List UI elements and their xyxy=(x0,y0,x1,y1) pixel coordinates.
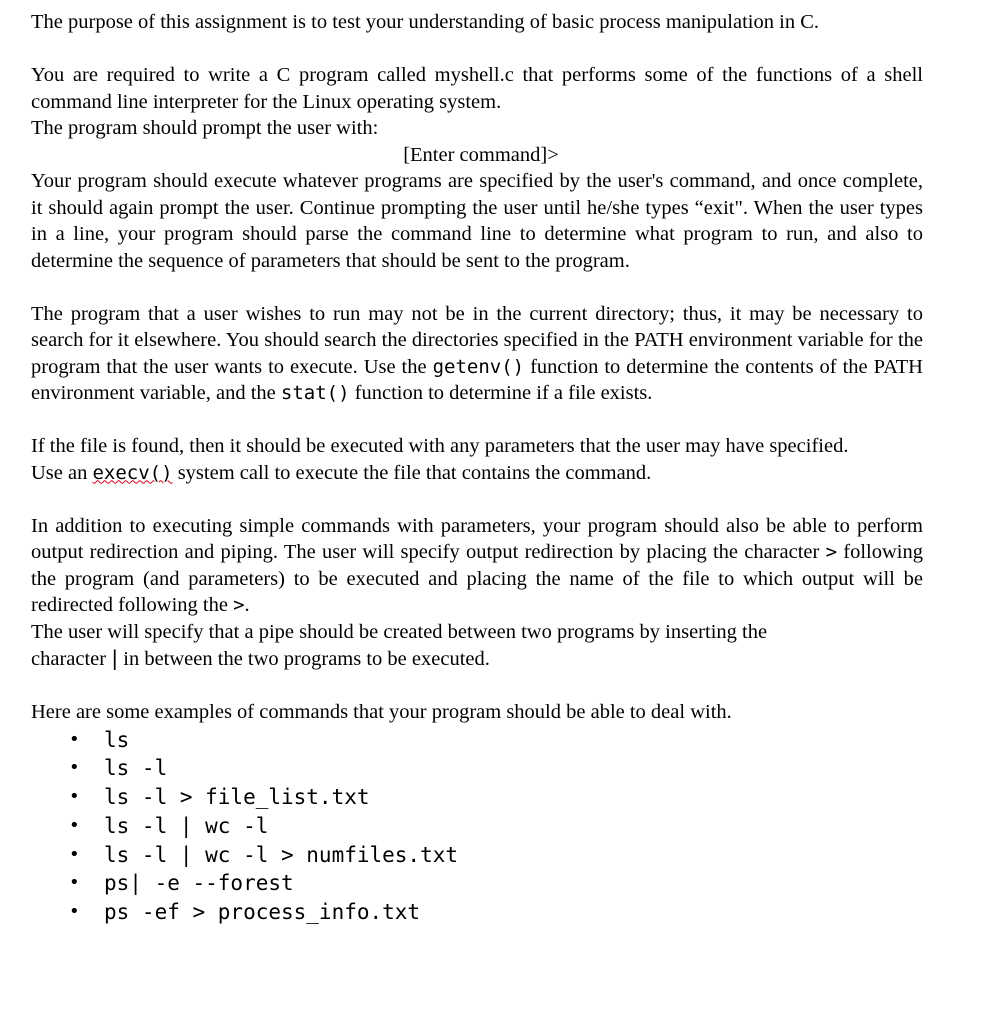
bullet-icon: • xyxy=(69,872,80,894)
found-text-part-2: system call to execute the file that contains the command. xyxy=(172,461,652,484)
pipe-text-part-1: character xyxy=(31,648,112,670)
redir-text-part-1: In addition to executing simple commands with parameters, your program should also be able to perform output redirection and piping. The user will specify output redirection by placing the character xyxy=(31,514,923,563)
stat-code: stat() xyxy=(280,382,350,404)
intro-paragraph: The purpose of this assignment is to test your understanding of basic process manipulation in C. xyxy=(31,11,819,33)
list-item xyxy=(31,726,923,755)
spacer xyxy=(31,407,923,434)
getenv-code: getenv() xyxy=(432,355,525,378)
spacer xyxy=(31,36,923,63)
found-text-part-1: Use an xyxy=(31,461,93,484)
list-item xyxy=(31,812,923,841)
bullet-icon: • xyxy=(69,728,80,750)
execv-code: execv() xyxy=(92,461,173,484)
list-item xyxy=(31,898,923,927)
pipe-text-part-2: in between the two programs to be executed. xyxy=(118,648,490,670)
assignment-document xyxy=(31,9,923,927)
example-command: ls -l > file_list.txt xyxy=(104,785,370,810)
example-command: ls -l xyxy=(104,756,168,781)
pipe-line-2 xyxy=(31,645,923,673)
bullet-icon: • xyxy=(69,814,80,836)
pipe-symbol: | xyxy=(111,646,119,670)
list-item xyxy=(31,754,923,783)
list-item xyxy=(31,783,923,812)
redir-text-part-2: following the program (and parameters) to be executed and placing the name of the file to which output will be redirected following the xyxy=(31,541,923,616)
list-item xyxy=(31,869,923,898)
example-command: ps -ef > process_info.txt xyxy=(104,900,421,925)
spacer xyxy=(31,274,923,301)
path-text-part-1: The program that a user wishes to run may not be in the current directory; thus, it may be necessary to search for it elsewhere. You should search the directories specified in the PATH environment variable for the program that the user wants to execute. Use the xyxy=(31,302,923,378)
path-search-paragraph xyxy=(31,301,923,407)
bullet-icon: • xyxy=(69,757,80,779)
bullet-icon: • xyxy=(69,843,80,865)
prompt-intro-line: The program should prompt the user with: xyxy=(31,117,379,139)
example-command: ls -l | wc -l > numfiles.txt xyxy=(104,842,459,867)
redirection-paragraph xyxy=(31,513,923,619)
spacer xyxy=(31,486,923,513)
pipe-line-1: The user will specify that a pipe should be created between two programs by inserting the xyxy=(31,620,768,643)
execution-paragraph: Your program should execute whatever programs are specified by the user's command, and once complete, it should again prompt the user. Continue prompting the user until he/she types “exit". When the user types in a line, your program should parse the command line to determine what program to run, and also to determine the sequence of parameters that should be sent to the program. xyxy=(31,170,923,272)
examples-list xyxy=(31,726,923,928)
redirect-symbol: > xyxy=(825,541,838,563)
prompt-example: [Enter command]> xyxy=(403,143,559,166)
list-item xyxy=(31,841,923,870)
example-command: ls -l | wc -l xyxy=(104,813,269,838)
examples-heading: Here are some examples of commands that your program should be able to deal with. xyxy=(31,701,732,723)
spacer xyxy=(31,673,923,700)
redir-text-part-3: . xyxy=(244,594,250,616)
file-found-line-2 xyxy=(31,460,923,487)
path-text-part-3: function to determine if a file exists. xyxy=(349,382,653,404)
example-command: ls xyxy=(104,727,130,752)
path-text-part-2: function to determine the contents of the PATH environment variable, and the xyxy=(31,355,923,404)
bullet-icon: • xyxy=(69,786,80,808)
requirement-paragraph: You are required to write a C program called myshell.c that performs some of the functions of a shell command line interpreter for the Linux operating system. xyxy=(31,64,923,113)
bullet-icon: • xyxy=(69,901,80,923)
example-command: ps| -e --forest xyxy=(104,871,294,896)
redirect-symbol: > xyxy=(233,594,245,616)
file-found-line-1: If the file is found, then it should be executed with any parameters that the user may have specified. xyxy=(31,435,849,457)
